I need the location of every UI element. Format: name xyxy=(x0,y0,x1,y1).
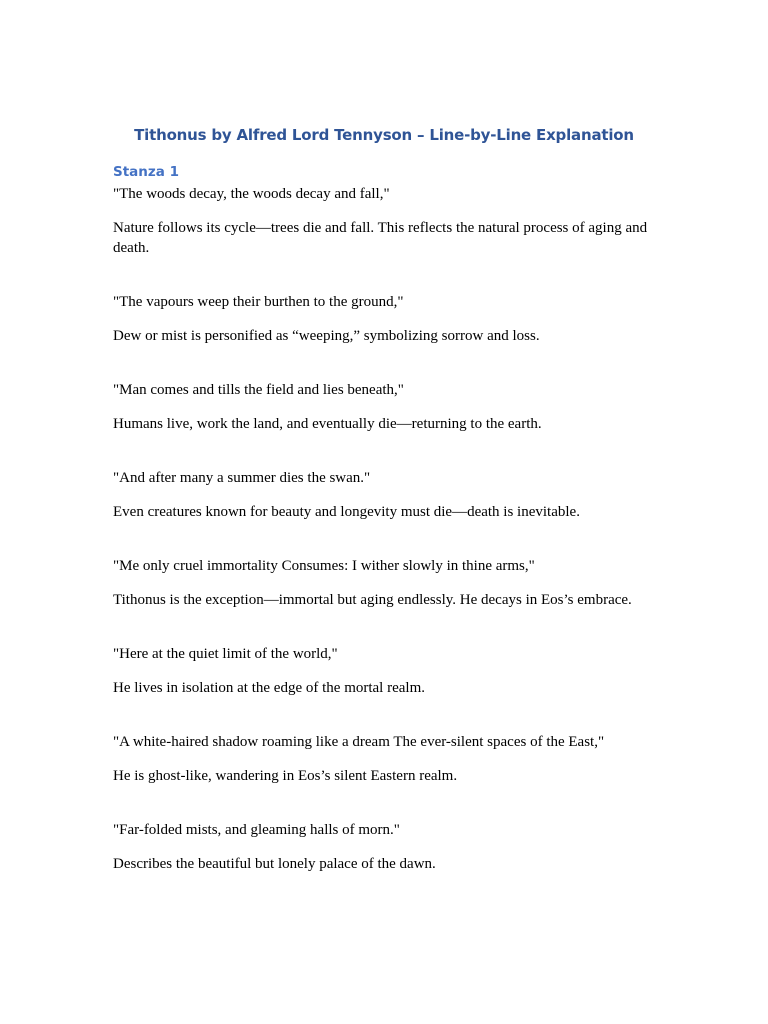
poem-line-quote: "Here at the quiet limit of the world," xyxy=(113,646,338,662)
line-explanation: He lives in isolation at the edge of the mortal realm. xyxy=(113,680,425,696)
line-explanation: Dew or mist is personified as “weeping,” symbolizing sorrow and loss. xyxy=(113,328,540,344)
poem-line-quote: "Man comes and tills the field and lies beneath," xyxy=(113,382,404,398)
list-item xyxy=(113,556,658,610)
list-item xyxy=(113,820,658,874)
line-explanation: Describes the beautiful but lonely palace of the dawn. xyxy=(113,856,436,872)
line-explanation: Tithonus is the exception—immortal but aging endlessly. He decays in Eos’s embrace. xyxy=(113,592,632,608)
line-explanation: He is ghost-like, wandering in Eos’s silent Eastern realm. xyxy=(113,768,458,784)
list-item xyxy=(113,292,658,346)
poem-line-quote: "Me only cruel immortality Consumes: I wither slowly in thine arms," xyxy=(113,558,535,574)
line-explanation: Nature follows its cycle—trees die and fall. This reflects the natural process of aging and death. xyxy=(113,220,648,256)
poem-line-quote: "The vapours weep their burthen to the ground," xyxy=(113,294,404,310)
list-item xyxy=(113,644,658,698)
poem-line-quote: "And after many a summer dies the swan." xyxy=(113,470,371,486)
list-item xyxy=(113,380,658,434)
list-item xyxy=(113,732,658,786)
list-item xyxy=(113,184,658,258)
stanza-heading: Stanza 1 xyxy=(113,164,179,180)
page-title: Tithonus by Alfred Lord Tennyson – Line-by-Line Explanation xyxy=(134,126,634,144)
explanation-list xyxy=(113,184,658,908)
poem-line-quote: "A white-haired shadow roaming like a dream The ever-silent spaces of the East," xyxy=(113,734,605,750)
list-item xyxy=(113,468,658,522)
line-explanation: Even creatures known for beauty and longevity must die—death is inevitable. xyxy=(113,504,580,520)
line-explanation: Humans live, work the land, and eventually die—returning to the earth. xyxy=(113,416,542,432)
poem-line-quote: "Far-folded mists, and gleaming halls of morn." xyxy=(113,822,400,838)
poem-line-quote: "The woods decay, the woods decay and fall," xyxy=(113,186,390,202)
